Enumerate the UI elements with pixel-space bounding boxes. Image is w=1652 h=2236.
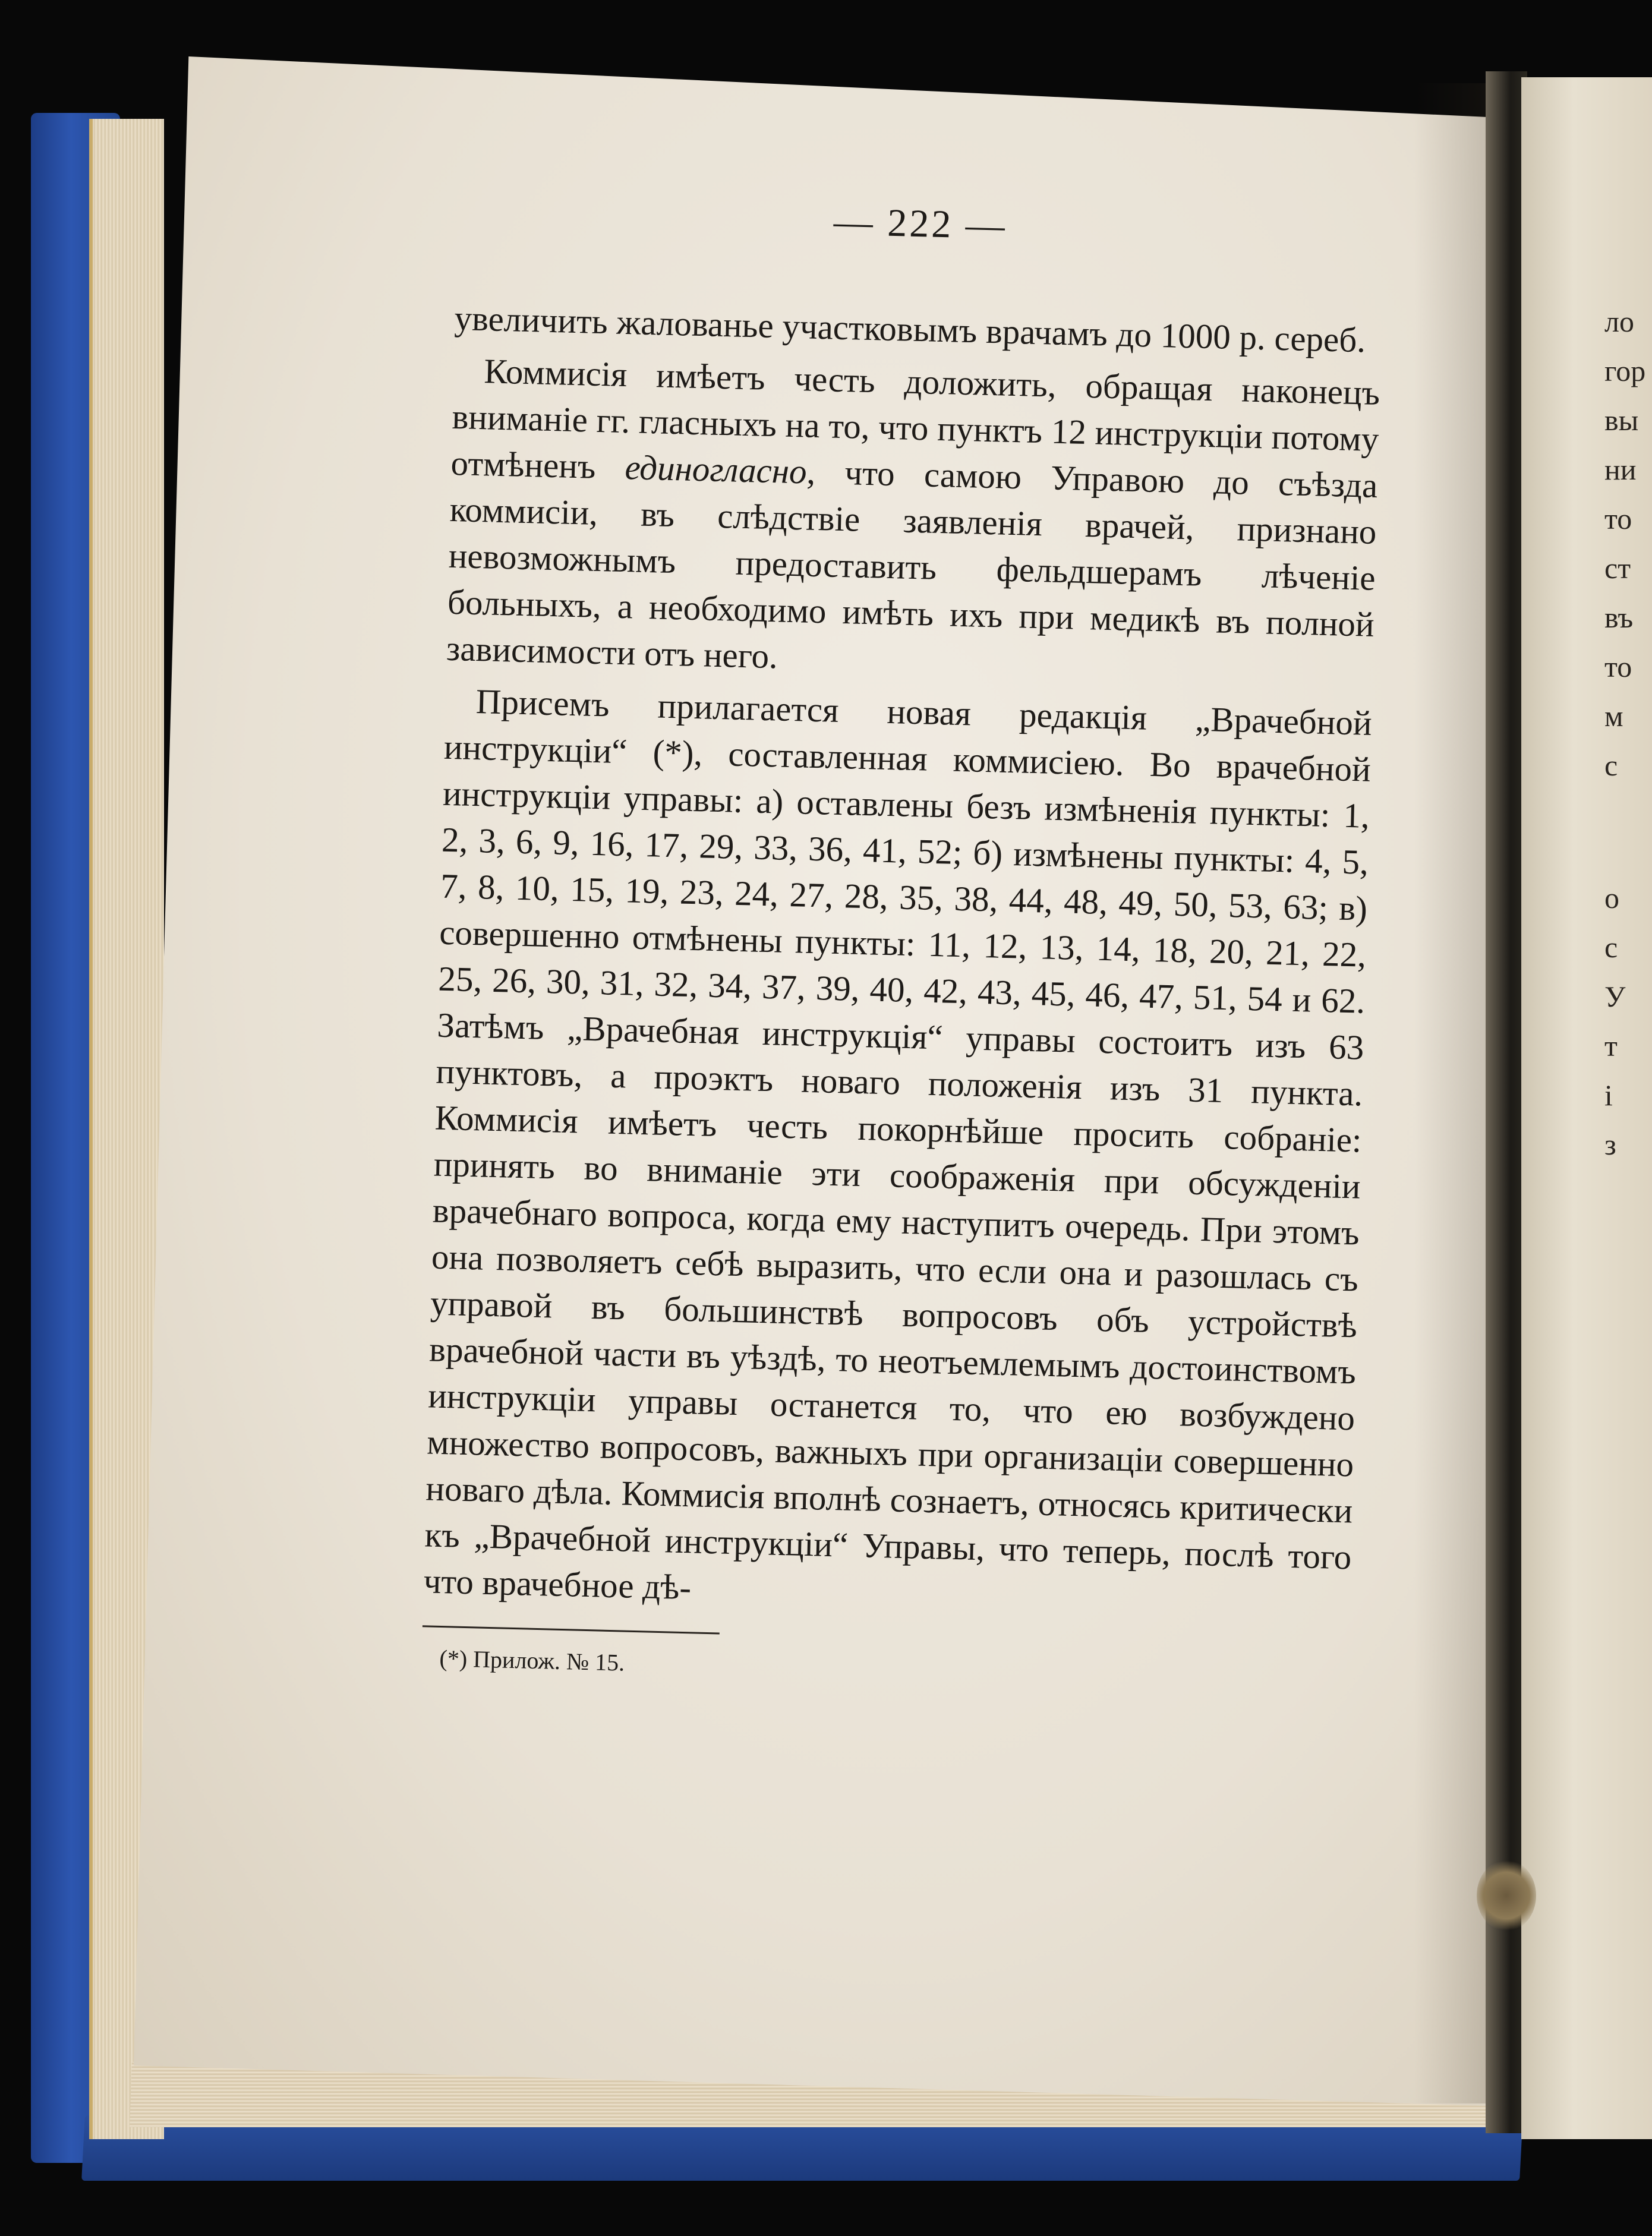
facing-fragment: з <box>1604 1128 1616 1161</box>
facing-fragment: то <box>1604 650 1632 683</box>
footnote-divider <box>423 1625 720 1634</box>
paragraph-text: Коммисія имѣетъ честь доложить, обращая наконецъ вниманіе гг. гласныхъ на то, что пунктъ 12 инструкціи потому отмѣненъ <box>450 351 1380 487</box>
emphasis-text: единогласно <box>624 447 808 491</box>
paragraph-text-continued: , что самою Управою до съѣзда коммисіи, въ слѣдствіе заявленія врачей, признано невозможнымъ предоставить фельдшерамъ лѣченіе больныхъ, а необходимо имѣть ихъ при медикѣ въ полной зависимости отъ него. <box>446 452 1379 676</box>
facing-fragment: м <box>1604 699 1623 733</box>
footnote: (*) Прилож. № 15. <box>439 1645 625 1676</box>
facing-fragment: ло <box>1604 305 1634 338</box>
facing-fragment: У <box>1604 980 1626 1013</box>
page-number: — 222 — <box>833 200 1008 248</box>
facing-fragment: і <box>1604 1078 1613 1112</box>
facing-fragment: с <box>1604 931 1618 964</box>
facing-page-text <box>1604 297 1652 1169</box>
paragraph-2 <box>446 347 1380 694</box>
paragraph-3 <box>423 677 1373 1627</box>
facing-fragment: въ <box>1604 601 1634 634</box>
facing-gap <box>1604 790 1652 873</box>
facing-fragment: гор <box>1604 354 1646 387</box>
facing-fragment: то <box>1604 502 1632 535</box>
facing-fragment: ни <box>1604 453 1637 486</box>
facing-fragment: о <box>1604 881 1619 914</box>
facing-fragment: с <box>1604 749 1618 782</box>
paragraph-text: Присемъ прилагается новая редакція „Врачебной инструкціи“ (*), составленная коммисіею. Во врачебной инструкціи управы: а) оставлены безъ измѣненія пункты: 1, 2, 3, 6, 9, 16, 17, 29, 33, 36, 41, 52; б) измѣнены пункты: 4, 5, 7, 8, 10, 15, 19, 23, 24, 27, 28, 35, 38, 44, 48, 49, 50, 53, 63; в) совершенно отмѣнены пункты: 11, 12, 13, 14, 18, 20, 21, 22, 25, 26, 30, 31, 32, 34, 37, 39, 40, 42, 43, 45, 46, 47, 51, 54 и 62. Затѣмъ „Врачебная инструкція“ управы состоитъ изъ 63 пунктовъ, а проэктъ новаго положенія изъ 31 пункта. Коммисія имѣетъ честь покорнѣйше просить собраніе: принять во вниманіе эти соображенія при обсужденіи врачебнаго вопроса, когда ему наступитъ очередь. При этомъ она позволяетъ себѣ выразить, что если она и разошлась съ управой въ большинствѣ вопросовъ объ устройствѣ врачебной части въ уѣздѣ, то неотъемлемымъ достоинствомъ инструкціи управы останется то, что ею возбуждено множество вопросовъ, важныхъ при организаціи совершенно новаго дѣла. Коммисія вполнѣ сознаетъ, относясь критически къ „Врачебной инструкціи“ Управы, что теперь, послѣ того что врачебное дѣ- <box>423 682 1373 1607</box>
facing-fragment: вы <box>1604 403 1639 437</box>
facing-fragment: т <box>1604 1029 1618 1062</box>
facing-fragment: ст <box>1604 551 1631 585</box>
body-text <box>423 295 1382 1626</box>
ink-blot <box>1477 1860 1536 1931</box>
paragraph-text: увеличить жалованье участковымъ врачамъ до 1000 р. сереб. <box>453 298 1366 360</box>
page-content <box>421 190 1384 1694</box>
